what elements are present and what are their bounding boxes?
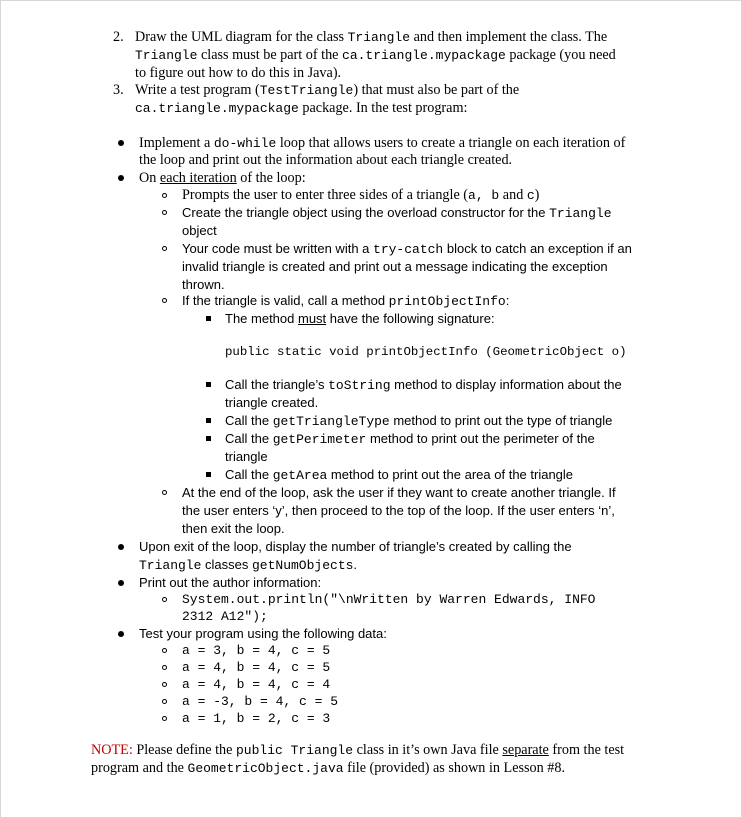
note-line-1: NOTE: Please define the public Triangle class in it’s own Java file separate from the test: [91, 742, 625, 758]
note-line-2: program and the GeometricObject.java file (provided) as shown in Lesson #8.: [91, 760, 566, 776]
sub-3-line-3: thrown.: [182, 277, 225, 292]
println-code-line-2: 2312 A12");: [182, 609, 268, 624]
method-signature: public static void printObjectInfo (GeometricObject o): [225, 345, 627, 359]
test-data-row: a = 3, b = 4, c = 5: [182, 643, 331, 658]
square-bullet-icon: [206, 418, 211, 423]
item-2-line-1: Draw the UML diagram for the class Triangle and then implement the class. The: [135, 29, 608, 45]
square-bullet-icon: [206, 316, 211, 321]
bullet-icon: [118, 544, 124, 550]
test-data-row: a = 4, b = 4, c = 5: [182, 660, 331, 675]
item-2-line-3: to figure out how to do this in Java).: [135, 65, 342, 81]
item-3-line-2: ca.triangle.mypackage package. In the test program:: [135, 100, 468, 116]
tertiary-2-line-2: triangle created.: [225, 395, 319, 410]
bullet-2-line: On each iteration of the loop:: [139, 170, 306, 186]
circle-bullet-icon: [162, 298, 167, 303]
sub-5-line-2: the user enters ‘y’, then proceed to the top of the loop. If the user enters ‘n’,: [182, 503, 615, 518]
circle-bullet-icon: [162, 716, 167, 721]
note-label: NOTE:: [91, 742, 133, 758]
bullet-1-line-1: Implement a do-while loop that allows users to create a triangle on each iteration of: [139, 135, 626, 151]
test-data-row: a = -3, b = 4, c = 5: [182, 694, 339, 709]
tertiary-4-line-1: Call the getPerimeter method to print out the perimeter of the: [225, 431, 595, 447]
sub-2-line-2: object: [182, 223, 217, 238]
circle-bullet-icon: [162, 246, 167, 251]
bullet-icon: [118, 140, 124, 146]
item-2-number: 2.: [113, 29, 124, 45]
circle-bullet-icon: [162, 682, 167, 687]
sub-3-line-2: invalid triangle is created and print out a message indicating the exception: [182, 259, 608, 274]
item-3-number: 3.: [113, 82, 124, 98]
circle-bullet-icon: [162, 648, 167, 653]
sub-4-line: If the triangle is valid, call a method printObjectInfo:: [182, 293, 510, 309]
tertiary-2-line-1: Call the triangle’s toString method to display information about the: [225, 377, 622, 393]
sub-5-line-3: then exit the loop.: [182, 521, 285, 536]
circle-bullet-icon: [162, 699, 167, 704]
tertiary-3-line: Call the getTriangleType method to print out the type of triangle: [225, 413, 613, 429]
sub-2-line-1: Create the triangle object using the overload constructor for the Triangle: [182, 205, 612, 221]
bullet-5-line: Test your program using the following data:: [139, 626, 387, 641]
tertiary-5-line: Call the getArea method to print out the area of the triangle: [225, 467, 574, 483]
circle-bullet-icon: [162, 193, 167, 198]
circle-bullet-icon: [162, 490, 167, 495]
test-data-row: a = 1, b = 2, c = 3: [182, 711, 331, 726]
sub-3-line-1: Your code must be written with a try-catch block to catch an exception if an: [182, 241, 632, 257]
circle-bullet-icon: [162, 210, 167, 215]
square-bullet-icon: [206, 382, 211, 387]
sub-5-line-1: At the end of the loop, ask the user if they want to create another triangle. If: [182, 485, 616, 500]
bullet-icon: [118, 580, 124, 586]
sub-1-line: Prompts the user to enter three sides of a triangle (a, b and c): [182, 187, 540, 203]
square-bullet-icon: [206, 436, 211, 441]
bullet-3-line-2: Triangle classes getNumObjects.: [139, 557, 358, 573]
test-data-row: a = 4, b = 4, c = 4: [182, 677, 331, 692]
bullet-4-line: Print out the author information:: [139, 575, 322, 590]
println-code-line-1: System.out.println("\nWritten by Warren Edwards, INFO: [182, 592, 596, 607]
bullet-1-line-2: the loop and print out the information about each triangle created.: [139, 152, 513, 168]
square-bullet-icon: [206, 472, 211, 477]
bullet-3-line-1: Upon exit of the loop, display the number of triangle’s created by calling the: [139, 539, 572, 554]
circle-bullet-icon: [162, 665, 167, 670]
circle-bullet-icon: [162, 597, 167, 602]
tertiary-4-line-2: triangle: [225, 449, 268, 464]
item-3-line-1: Write a test program (TestTriangle) that must also be part of the: [135, 82, 520, 98]
item-2-line-2: Triangle class must be part of the ca.triangle.mypackage package (you need: [135, 47, 616, 63]
bullet-icon: [118, 631, 124, 637]
tertiary-1-line: The method must have the following signature:: [225, 311, 495, 326]
bullet-icon: [118, 175, 124, 181]
